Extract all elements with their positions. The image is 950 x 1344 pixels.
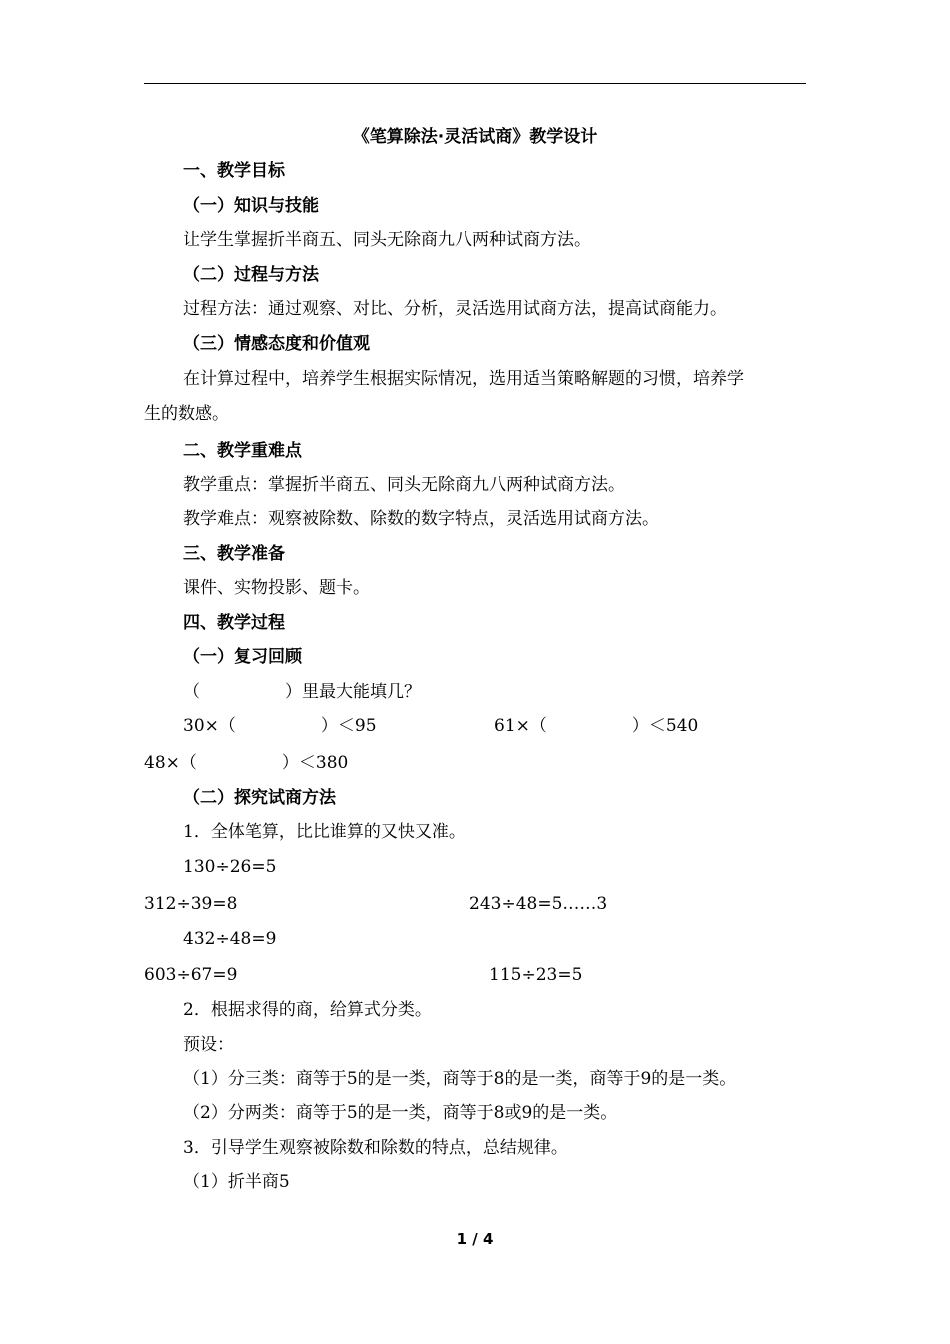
section-heading: 三、教学准备 [183,544,285,564]
paragraph: （1）分三类：商等于5的是一类，商等于8的是一类，商等于9的是一类。 [183,1069,737,1089]
math-expression: 243÷48=5……3 [469,894,608,914]
paragraph: 1．全体笔算，比比谁算的又快又准。 [183,822,466,842]
subsection-heading: （三）情感态度和价值观 [183,334,370,354]
math-expression: 603÷67=9 [144,965,238,985]
paragraph: （ ）里最大能填几？ [183,682,421,702]
paragraph: 教学难点：观察被除数、除数的数字特点，灵活选用试商方法。 [183,509,659,529]
math-expression: 130÷26=5 [183,857,277,877]
paragraph: 让学生掌握折半商五、同头无除商九八两种试商方法。 [183,230,591,250]
paragraph: 课件、实物投影、题卡。 [183,578,370,598]
subsection-heading: （二）过程与方法 [183,265,319,285]
section-heading: 一、教学目标 [183,161,285,181]
header-rule [144,83,806,84]
page-number: 1 / 4 [456,1230,494,1248]
subsection-heading: （一）复习回顾 [183,647,302,667]
paragraph: 在计算过程中，培养学生根据实际情况，选用适当策略解题的习惯，培养学 [183,369,744,389]
subsection-heading: （二）探究试商方法 [183,788,336,808]
paragraph-continuation: 生的数感。 [144,404,229,424]
section-heading: 二、教学重难点 [183,441,302,461]
math-expression: 432÷48=9 [183,929,277,949]
paragraph: 2．根据求得的商，给算式分类。 [183,1000,432,1020]
paragraph: （1）折半商5 [183,1172,290,1192]
paragraph: （2）分两类：商等于5的是一类，商等于8或9的是一类。 [183,1103,618,1123]
paragraph: 预设： [183,1035,234,1055]
document-title: 《笔算除法·灵活试商》教学设计 [352,127,598,147]
section-heading: 四、教学过程 [183,613,285,633]
paragraph: 3．引导学生观察被除数和除数的特点，总结规律。 [183,1138,568,1158]
math-expression: 61×（ ）＜540 [494,716,699,736]
paragraph: 教学重点：掌握折半商五、同头无除商九八两种试商方法。 [183,475,625,495]
paragraph: 过程方法：通过观察、对比、分析，灵活选用试商方法，提高试商能力。 [183,299,727,319]
subsection-heading: （一）知识与技能 [183,196,319,216]
math-expression: 48×（ ）＜380 [144,753,349,773]
math-expression: 312÷39=8 [144,894,238,914]
math-expression: 115÷23=5 [489,965,583,985]
math-expression: 30×（ ）＜95 [183,716,377,736]
